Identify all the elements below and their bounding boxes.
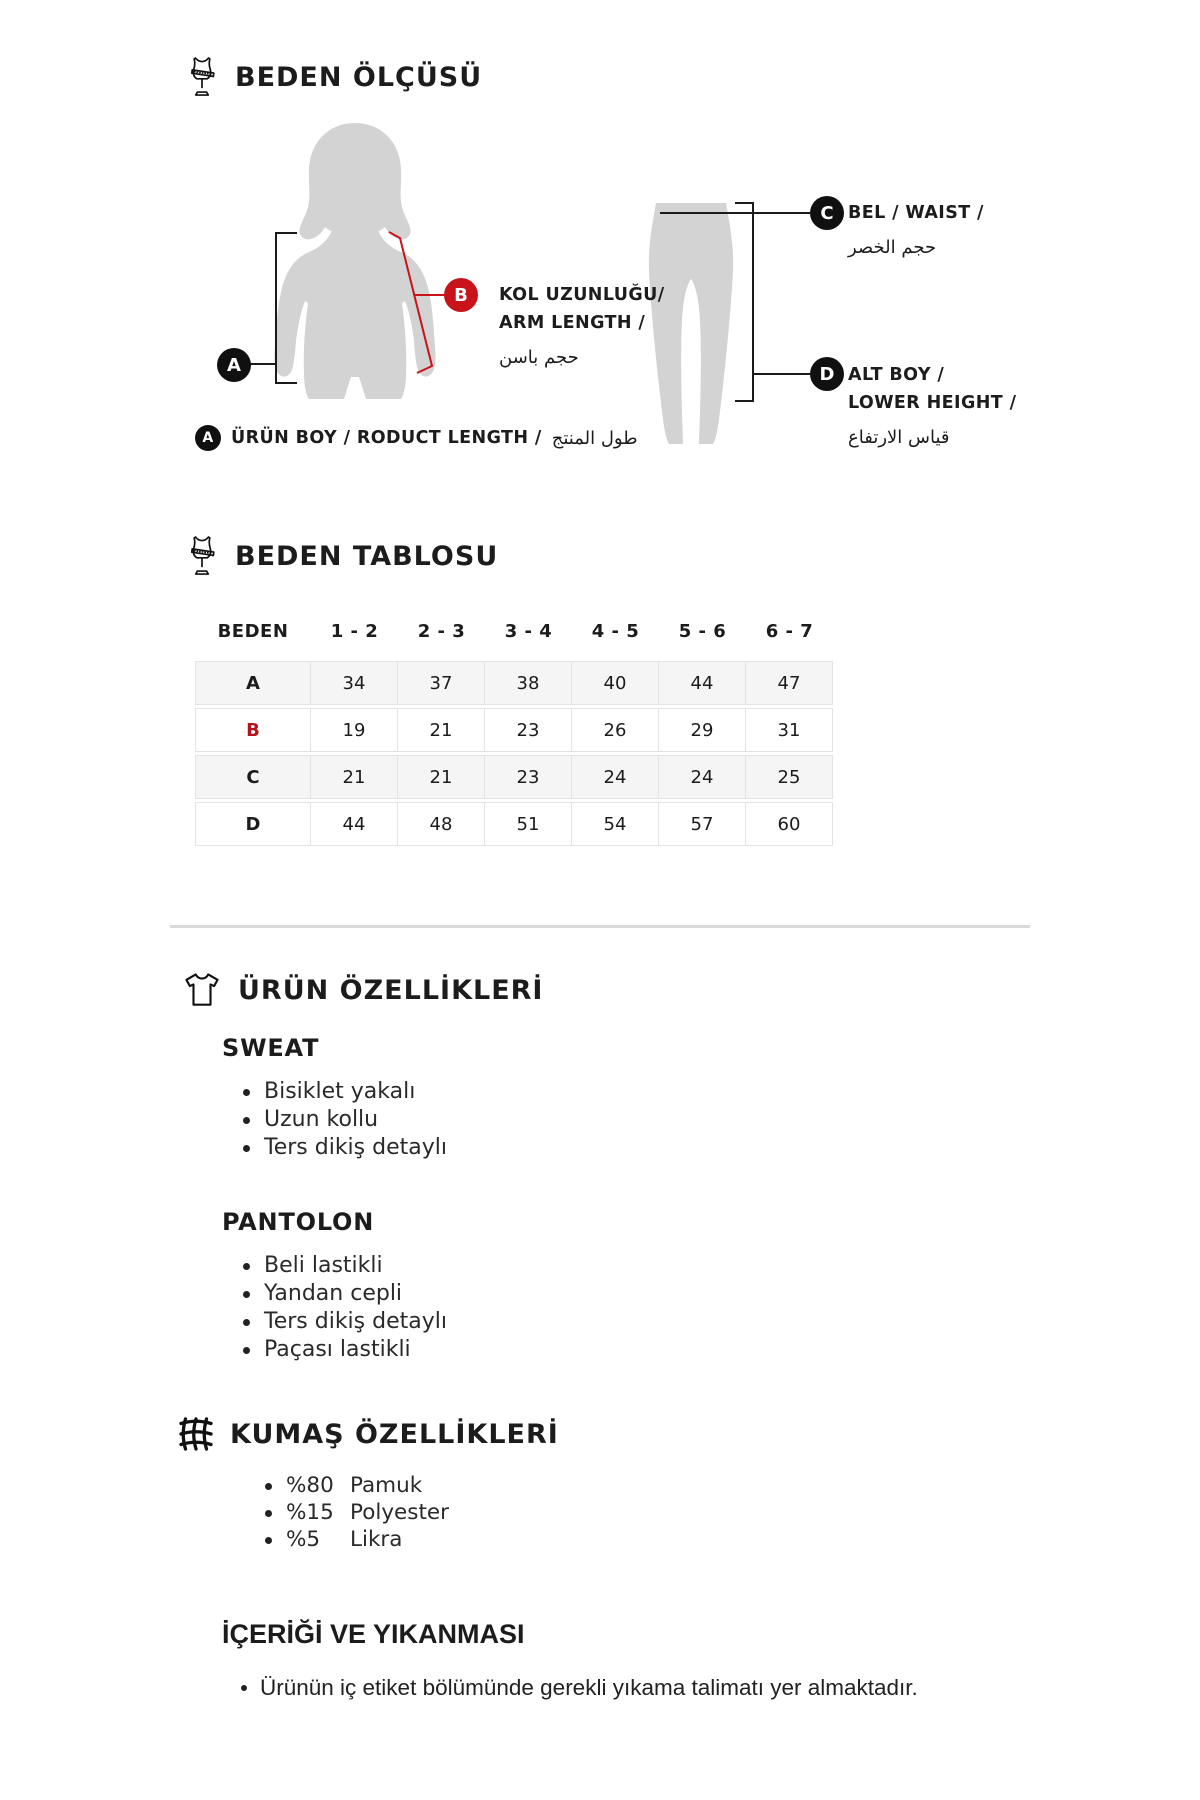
table-row <box>195 708 833 752</box>
bullet-dot <box>243 1089 250 1096</box>
care-heading <box>222 1619 1200 1650</box>
sweat-feature-list <box>240 1078 1200 1162</box>
size-table-header-cell: BEDEN <box>217 621 289 642</box>
table-cell: 34 <box>311 661 398 705</box>
table-cell: 47 <box>746 661 833 705</box>
table-row <box>195 802 833 846</box>
group-title-pantolon: PANTOLON <box>222 1208 375 1236</box>
bullet-dot <box>265 1510 272 1517</box>
label-waist <box>848 199 984 262</box>
size-guide-title: BEDEN ÖLÇÜSÜ <box>235 61 483 93</box>
size-table-header-cell: 6 - 7 <box>765 621 814 642</box>
table-cell: 24 <box>659 755 746 799</box>
fabric-features-title: KUMAŞ ÖZELLİKLERİ <box>230 1418 559 1450</box>
size-table-title: BEDEN TABLOSU <box>235 540 499 572</box>
table-cell: 26 <box>572 708 659 752</box>
bullet-dot <box>243 1291 250 1298</box>
table-cell: 44 <box>311 802 398 846</box>
fabric-name: Likra <box>350 1527 403 1552</box>
tshirt-icon <box>182 972 222 1008</box>
table-cell: 37 <box>398 661 485 705</box>
label-arm-length-tr: KOL UZUNLUĞU/ <box>499 285 665 305</box>
list-item-text: Beli lastikli <box>264 1253 383 1278</box>
bullet-dot <box>265 1483 272 1490</box>
bullet-dot <box>243 1263 250 1270</box>
table-cell: 60 <box>746 802 833 846</box>
bullet-dot <box>243 1145 250 1152</box>
bullet-dot <box>243 1117 250 1124</box>
list-item <box>240 1078 1200 1106</box>
table-cell: 24 <box>572 755 659 799</box>
marker-a-letter: A <box>227 354 241 376</box>
list-item <box>240 1252 1200 1280</box>
table-cell: 21 <box>311 755 398 799</box>
bullet-dot <box>265 1537 272 1544</box>
label-product-length-ar: طول المنتج <box>551 427 638 449</box>
group-title-sweat: SWEAT <box>222 1034 320 1062</box>
table-cell: 48 <box>398 802 485 846</box>
marker-a <box>217 348 251 382</box>
size-table-header-cell: 2 - 3 <box>417 621 466 642</box>
label-lower-height-tr: ALT BOY / <box>848 365 945 385</box>
label-waist-ar: حجم الخصر <box>848 237 937 258</box>
table-cell: 44 <box>659 661 746 705</box>
bullet-dot <box>243 1319 250 1326</box>
list-item <box>240 1280 1200 1308</box>
fabric-weave-icon <box>178 1416 214 1452</box>
size-table-header-cell: 5 - 6 <box>678 621 727 642</box>
marker-c <box>810 196 844 230</box>
pantolon-feature-list <box>240 1252 1200 1364</box>
label-waist-en: BEL / WAIST / <box>848 203 984 223</box>
care-list <box>238 1672 1200 1703</box>
table-cell: 19 <box>311 708 398 752</box>
size-table-header-cell: 1 - 2 <box>330 621 379 642</box>
care-title: İÇERİĞİ VE YIKANMASI <box>222 1619 525 1649</box>
mannequin-icon <box>185 534 219 578</box>
list-item <box>240 1308 1200 1336</box>
marker-d-letter: D <box>819 363 835 385</box>
list-item-text: Uzun kollu <box>264 1107 379 1132</box>
table-cell: 29 <box>659 708 746 752</box>
list-item-text: Yandan cepli <box>264 1281 403 1306</box>
table-row <box>195 661 833 705</box>
row-label: C <box>195 755 311 799</box>
girl-silhouette <box>274 123 435 399</box>
label-arm-length <box>499 281 665 372</box>
row-label: B <box>195 708 311 752</box>
mannequin-icon <box>185 55 219 99</box>
list-item <box>262 1472 1200 1499</box>
list-item <box>238 1672 960 1703</box>
table-cell: 54 <box>572 802 659 846</box>
size-table <box>195 608 833 849</box>
list-item <box>262 1499 1200 1526</box>
list-item <box>240 1336 1200 1364</box>
table-cell: 23 <box>485 755 572 799</box>
size-table-heading <box>185 534 1200 578</box>
list-item-text: Ters dikiş detaylı <box>264 1135 447 1160</box>
list-item <box>240 1106 1200 1134</box>
bullet-dot <box>243 1347 250 1354</box>
fabric-name: Polyester <box>350 1500 449 1525</box>
marker-b <box>444 278 478 312</box>
marker-a-caption <box>195 425 221 451</box>
product-features-heading <box>182 972 1200 1008</box>
table-cell: 31 <box>746 708 833 752</box>
fabric-percent: %15 <box>286 1500 334 1525</box>
size-table-header-cell: 4 - 5 <box>591 621 640 642</box>
list-item-text: Ters dikiş detaylı <box>264 1309 447 1334</box>
table-cell: 57 <box>659 802 746 846</box>
fabric-list <box>262 1472 1200 1553</box>
size-guide-heading <box>185 0 1200 99</box>
label-arm-length-en: ARM LENGTH / <box>499 313 646 333</box>
label-lower-height-en: LOWER HEIGHT / <box>848 393 1017 413</box>
label-lower-height <box>848 361 1016 452</box>
table-cell: 21 <box>398 708 485 752</box>
marker-b-letter: B <box>454 284 468 306</box>
label-product-length-text: ÜRÜN BOY / RODUCT LENGTH / <box>231 428 542 448</box>
size-table-header-cell: 3 - 4 <box>504 621 553 642</box>
fabric-features-heading <box>178 1416 1200 1452</box>
label-arm-length-ar: حجم باسن <box>499 347 579 368</box>
list-item-text: Bisiklet yakalı <box>264 1079 416 1104</box>
marker-d <box>810 357 844 391</box>
marker-c-letter: C <box>820 202 834 224</box>
list-item <box>262 1526 1200 1553</box>
row-label: D <box>195 802 311 846</box>
table-row <box>195 755 833 799</box>
table-cell: 38 <box>485 661 572 705</box>
label-lower-height-ar: قياس الارتفاع <box>848 427 950 448</box>
table-cell: 40 <box>572 661 659 705</box>
table-cell: 23 <box>485 708 572 752</box>
measurement-diagram <box>0 111 1200 456</box>
size-table-header-row <box>195 611 833 658</box>
fabric-percent: %5 <box>286 1527 321 1552</box>
list-item <box>240 1134 1200 1162</box>
care-item-text: Ürünün iç etiket bölümünde gerekli yıkama talimatı yer almaktadır. <box>260 1675 918 1700</box>
table-cell: 25 <box>746 755 833 799</box>
marker-a-caption-letter: A <box>202 430 214 446</box>
label-product-length <box>195 425 638 451</box>
fabric-percent: %80 <box>286 1473 334 1498</box>
row-label: A <box>195 661 311 705</box>
table-cell: 51 <box>485 802 572 846</box>
table-cell: 21 <box>398 755 485 799</box>
fabric-name: Pamuk <box>350 1473 423 1498</box>
section-divider <box>170 925 1030 928</box>
product-features-title: ÜRÜN ÖZELLİKLERİ <box>238 974 544 1006</box>
bullet-dot <box>241 1685 247 1691</box>
list-item-text: Paçası lastikli <box>264 1337 411 1362</box>
